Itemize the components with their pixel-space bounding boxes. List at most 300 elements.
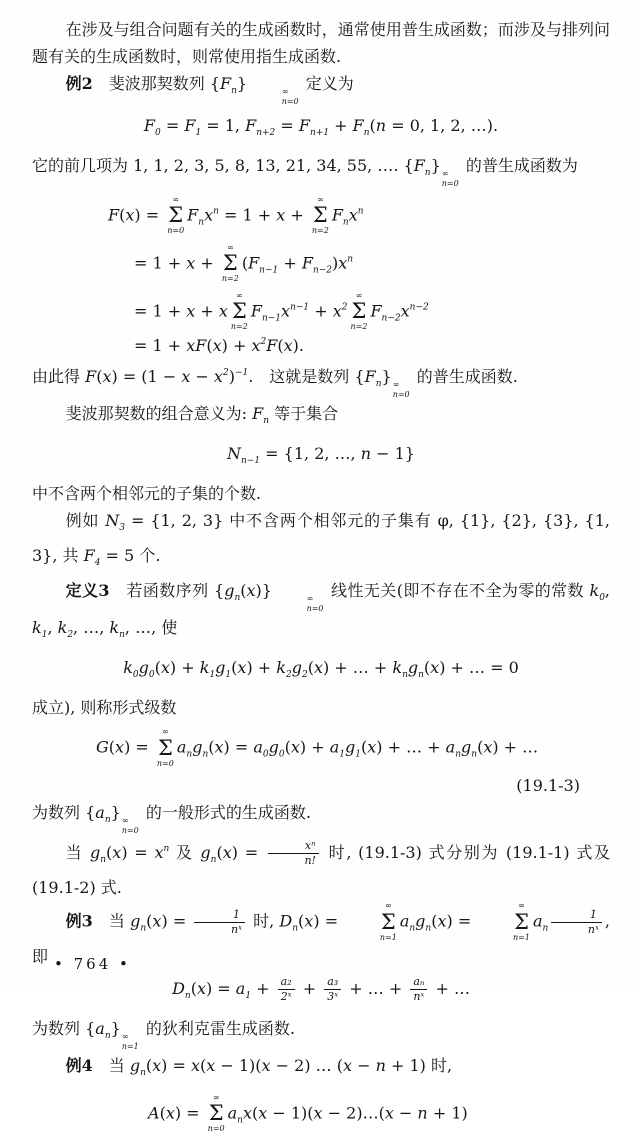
text-run: ( <box>216 843 223 863</box>
math-variable: a <box>399 911 410 931</box>
text-run: 它的前几项为 1, 1, 2, 3, 5, 8, 13, 21, 34, 55, …. <box>32 156 404 175</box>
math-variable: a <box>95 803 105 823</box>
math-variable: x <box>125 205 135 225</box>
combinatorial-meaning-paragraph <box>32 400 610 435</box>
fx-closed-form-paragraph <box>32 360 610 400</box>
sum-symbol <box>350 291 367 333</box>
math-variable: x <box>437 911 447 931</box>
text-run: 的一般形式的生成函数. <box>140 803 311 823</box>
math-variable: k <box>123 658 133 678</box>
fraction <box>278 975 295 1004</box>
text-run: ( <box>190 978 197 998</box>
page-number: • 764 • <box>54 955 131 973</box>
text-run: = <box>160 116 185 135</box>
text-run: } <box>236 74 248 93</box>
text-run: ( <box>231 658 238 678</box>
text-run: = {1, 2, 3} 中不含两个相邻元的子集有 φ, {1}, {2}, {3}, {1, 3}, 共 <box>32 511 610 566</box>
superscript: n <box>357 206 364 217</box>
subscript: n <box>424 168 431 178</box>
math-variable: n <box>417 1103 428 1123</box>
math-variable: x <box>261 1055 271 1075</box>
text-run: { <box>209 74 221 93</box>
subscript: n <box>234 593 241 604</box>
math-variable: G <box>96 737 109 757</box>
math-variable: x <box>313 658 323 678</box>
text-run: − 1)( <box>215 1055 262 1075</box>
math-variable: F <box>187 205 199 225</box>
math-variable: x <box>115 737 125 757</box>
text-run: 的普生成函数为 <box>460 156 578 175</box>
text-run: + <box>195 300 219 320</box>
sum-symbol <box>222 243 239 285</box>
fraction-numerator: a₂ <box>280 975 292 989</box>
stack-lower: n=0 <box>306 604 324 614</box>
math-variable: x <box>190 1055 201 1075</box>
math-variable: F <box>331 205 343 225</box>
script-stack <box>393 380 410 400</box>
text-run: 在涉及与组合问题有关的生成函数时，通常使用普生成函数；而涉及与排列问题有关的生成函数时，则常使用指生成函数. <box>32 20 610 66</box>
text-run: ( <box>108 737 116 757</box>
math-variable: F <box>245 116 257 135</box>
text-run: = 1 + <box>134 300 187 320</box>
math-variable: D <box>279 911 293 931</box>
text-run: ) + <box>299 737 330 757</box>
sum-symbol <box>231 291 248 333</box>
text-run: ( <box>284 737 291 757</box>
math-variable: x <box>251 336 261 356</box>
fraction <box>551 908 602 937</box>
math-variable: x <box>430 658 440 678</box>
stack-upper: ∞ <box>392 380 400 390</box>
math-variable: x <box>281 300 291 320</box>
subscript: 0 <box>132 670 139 681</box>
math-variable: x <box>213 367 223 387</box>
text-run: ) <box>228 367 235 387</box>
text-run: , …, <box>73 618 110 638</box>
subscript: n <box>140 1067 146 1078</box>
fx-derivation-line-1 <box>108 195 610 237</box>
subscript: n <box>263 416 269 427</box>
text-run: ( <box>208 737 215 757</box>
text-run: , <box>47 618 58 638</box>
text-run: ) = <box>174 1103 205 1123</box>
bold-label: 例3 <box>65 911 93 931</box>
text-run: ) = <box>161 1055 191 1075</box>
text-run: − 1} <box>371 444 415 464</box>
text-run: , …, 使 <box>124 618 178 638</box>
math-variable: g <box>345 737 356 757</box>
sum-symbol <box>346 901 397 943</box>
subscript: n <box>119 630 125 641</box>
sigma-icon: Σ <box>351 298 367 323</box>
sum-lower-limit: n=0 <box>167 226 185 236</box>
subscript: n <box>542 923 549 934</box>
math-variable: N <box>105 511 120 531</box>
math-variable: x <box>218 300 228 320</box>
math-variable: g <box>415 911 426 931</box>
subscript: 0 <box>278 749 285 760</box>
script-stack <box>248 87 299 107</box>
text-run: 等于集合 <box>268 404 339 424</box>
math-variable: x <box>258 1103 268 1123</box>
text-run: ( <box>298 911 305 931</box>
text-run: ) = <box>446 911 477 931</box>
text-run: . 这就是数列 <box>248 367 355 387</box>
math-variable: x <box>400 300 410 320</box>
math-variable: n <box>375 1055 386 1075</box>
text-run: } <box>430 156 441 175</box>
subscript: n <box>100 855 107 866</box>
sum-upper-limit: ∞ <box>236 290 243 300</box>
text-run: ) = <box>134 205 165 225</box>
stack-upper: ∞ <box>441 169 449 178</box>
text-run: ( <box>106 843 113 863</box>
fraction <box>410 975 427 1004</box>
text-run: ) = <box>121 843 155 863</box>
math-variable: x <box>196 978 206 998</box>
subscript: n <box>363 128 370 138</box>
stack-upper: ∞ <box>281 87 289 96</box>
text-run: 及 <box>169 843 201 863</box>
text-run: ( <box>277 336 284 356</box>
math-variable: F <box>184 116 196 135</box>
text-run: 为数列 <box>32 803 86 823</box>
superscript: −1 <box>234 368 249 379</box>
superscript: n <box>213 206 219 217</box>
math-variable: x <box>338 253 348 273</box>
sigma-icon: Σ <box>208 1101 224 1126</box>
text-run: ( <box>200 1055 207 1075</box>
math-variable: F <box>301 253 313 273</box>
text-run: = 5 个. <box>100 546 161 566</box>
subscript: n−1 <box>261 312 282 323</box>
fibonacci-recurrence-formula <box>32 112 610 147</box>
dirichlet-description <box>32 1015 610 1052</box>
text-run: + 1) <box>427 1103 468 1123</box>
math-variable: F <box>370 300 382 320</box>
math-variable: x <box>483 737 493 757</box>
text-run: 的普生成函数. <box>411 367 518 387</box>
sum-symbol <box>157 727 174 769</box>
text-run: − <box>352 1055 376 1075</box>
subscript: n−1 <box>259 265 279 276</box>
math-variable: g <box>138 658 149 678</box>
text-run: ) = (1 − <box>111 367 182 387</box>
sum-lower-limit: n=0 <box>156 758 174 768</box>
text-run: ). <box>292 336 304 356</box>
text-run: = <box>275 116 299 135</box>
math-variable: A <box>148 1103 160 1123</box>
equation-number <box>32 775 610 797</box>
math-variable: k <box>199 658 210 678</box>
text-run: } <box>110 1018 121 1038</box>
text-run: ) + … = 0 <box>439 658 519 678</box>
text-run: ) + <box>169 658 200 678</box>
text-run: = {1, 2, …, <box>260 444 361 464</box>
math-variable: x <box>186 336 196 356</box>
math-variable: x <box>181 367 191 387</box>
sum-upper-limit: ∞ <box>317 195 324 204</box>
subscript: n <box>292 923 299 934</box>
formal-series-paragraph <box>32 694 610 721</box>
subscript: n <box>455 749 462 760</box>
subset-count-paragraph <box>32 480 610 507</box>
text-run: )} <box>255 581 272 601</box>
subscript: 1 <box>225 670 232 681</box>
text-run: { <box>85 803 96 823</box>
fraction-denominator: nˣ <box>551 922 602 937</box>
text-run: ) = <box>313 911 344 931</box>
subscript: 4 <box>94 558 101 569</box>
fx-derivation-line-4 <box>134 338 610 354</box>
sum-upper-limit: ∞ <box>227 242 234 252</box>
math-variable: a <box>227 1103 238 1123</box>
sum-symbol <box>479 901 530 943</box>
subscript: n−1 <box>241 456 261 467</box>
subscript: 1 <box>339 749 345 760</box>
general-gf-description <box>32 799 610 836</box>
math-variable: k <box>276 658 286 678</box>
superscript: 2 <box>260 337 267 348</box>
text-run: + 1) 时, <box>385 1055 453 1075</box>
stack-lower: n=0 <box>392 390 410 400</box>
math-variable: x <box>212 336 222 356</box>
subscript: 2 <box>67 630 74 641</box>
sum-lower-limit: n=1 <box>513 932 530 942</box>
example-4-paragraph <box>32 1052 610 1087</box>
math-variable: g <box>224 581 235 601</box>
text-run: ) + … <box>492 737 539 757</box>
text-run: + <box>285 205 309 225</box>
fraction-numerator: 1 <box>232 907 240 921</box>
script-stack <box>273 594 324 614</box>
text-run: 的狄利克雷生成函数. <box>140 1018 295 1038</box>
text-run: ) + <box>246 658 277 678</box>
math-variable: a <box>445 737 456 757</box>
fibonacci-terms-paragraph <box>32 152 610 189</box>
superscript: n−1 <box>290 301 310 312</box>
text-run: + <box>329 116 353 135</box>
sum-lower-limit: n=1 <box>379 932 397 942</box>
text-run: ( <box>154 658 161 678</box>
math-variable: F <box>250 300 262 320</box>
text-run: 例如 <box>65 511 106 531</box>
ax-formula <box>148 1093 610 1135</box>
math-variable: x <box>186 300 196 320</box>
subscript: 2 <box>285 670 292 681</box>
sum-lower-limit: n=2 <box>350 321 368 331</box>
text-run: 线性无关(即不存在不全为零的常数 <box>325 581 590 601</box>
subscript: 1 <box>355 749 361 760</box>
dirichlet-formula <box>32 975 610 1010</box>
text-run: { <box>403 156 414 175</box>
math-variable: a <box>532 911 543 931</box>
text-run: } <box>381 367 392 387</box>
text-run: ) + <box>221 336 252 356</box>
math-variable: g <box>268 737 279 757</box>
subscript: 0 <box>148 670 155 681</box>
sigma-icon: Σ <box>312 203 328 228</box>
sigma-icon: Σ <box>157 735 173 760</box>
subscript: 1 <box>245 990 252 1001</box>
text-run: 为数列 <box>32 1018 86 1038</box>
text-run: ) <box>332 253 339 273</box>
fraction <box>324 975 341 1004</box>
math-variable: x <box>152 1055 162 1075</box>
math-variable: x <box>384 1103 394 1123</box>
math-variable: g <box>192 737 203 757</box>
text-run: = 1 + <box>134 253 187 273</box>
text-run: ( <box>252 1103 259 1123</box>
sum-lower-limit: n=2 <box>221 274 239 284</box>
math-variable: x <box>332 300 342 320</box>
bold-label: 例2 <box>65 74 93 93</box>
text-run: 斐波那契数的组合意义为: <box>65 404 253 424</box>
math-variable: F <box>364 367 376 387</box>
sum-upper-limit: ∞ <box>385 901 392 911</box>
text-run: ( <box>477 737 484 757</box>
subset-example-paragraph <box>32 507 610 577</box>
fraction-denominator: 3ˣ <box>324 989 341 1004</box>
sum-upper-limit: ∞ <box>172 195 180 204</box>
text-run: } <box>110 803 121 823</box>
sum-upper-limit: ∞ <box>518 901 525 911</box>
math-variable: g <box>291 658 302 678</box>
fraction-denominator: nˣ <box>410 989 427 1004</box>
text-run: , <box>604 581 611 601</box>
sigma-icon: Σ <box>514 909 529 934</box>
math-variable: x <box>348 205 358 225</box>
math-variable: F <box>83 546 95 566</box>
math-variable: k <box>109 618 120 638</box>
subscript: n+2 <box>256 128 276 138</box>
math-variable: x <box>160 658 170 678</box>
text-run: 当 <box>65 843 90 863</box>
text-run: (19.1-3) <box>516 776 580 796</box>
fraction-denominator: n! <box>268 853 319 868</box>
subscript: n <box>409 923 416 934</box>
script-stack <box>442 169 459 189</box>
stack-upper: ∞ <box>121 816 129 826</box>
math-variable: g <box>89 843 101 863</box>
math-variable: a <box>253 737 263 757</box>
sigma-icon: Σ <box>380 909 396 934</box>
math-variable: N <box>227 444 242 464</box>
text-run: ( <box>369 116 376 135</box>
general-gf-formula <box>96 727 610 769</box>
subscript: n <box>140 923 147 934</box>
text-run: ( <box>145 1055 153 1075</box>
math-variable: x <box>214 737 224 757</box>
math-variable: x <box>206 1055 216 1075</box>
text-run: ( <box>360 737 368 757</box>
definition-3-paragraph <box>32 577 610 649</box>
math-variable: x <box>165 1103 175 1123</box>
math-variable: x <box>237 658 247 678</box>
math-variable: x <box>222 843 232 863</box>
bold-label: 例4 <box>65 1055 93 1075</box>
math-variable: k <box>392 658 403 678</box>
math-variable: x <box>367 737 377 757</box>
text-run: = 0, 1, 2, …). <box>386 116 499 135</box>
example-2-heading <box>32 70 610 107</box>
set-definition-formula <box>32 440 610 475</box>
text-run: = 1 + <box>134 336 187 356</box>
text-run: 若函数序列 <box>109 581 215 601</box>
text-run: ( <box>206 336 213 356</box>
math-variable: x <box>246 581 256 601</box>
math-variable: F <box>143 116 156 135</box>
text-run: = 1 + <box>218 205 277 225</box>
text-run: 定义为 <box>300 74 354 93</box>
text-run: + … <box>430 978 470 998</box>
fraction <box>268 839 319 868</box>
subscript: n <box>231 86 237 96</box>
text-run: − <box>393 1103 418 1123</box>
text-run: ( <box>159 1103 166 1123</box>
text-run: + <box>297 978 322 998</box>
text-run: ) = <box>231 843 265 863</box>
text-run: − 1)( <box>267 1103 314 1123</box>
text-run: ( <box>146 911 153 931</box>
math-variable: g <box>200 843 211 863</box>
superscript: n <box>347 254 354 265</box>
math-variable: F <box>220 74 232 93</box>
text-run: ( <box>431 911 438 931</box>
subscript: 0 <box>599 593 605 604</box>
fraction-numerator: aₙ <box>413 975 425 989</box>
subscript: n <box>425 923 432 934</box>
math-variable: a <box>176 737 187 757</box>
math-variable: x <box>102 367 112 387</box>
sum-lower-limit: n=2 <box>311 226 329 236</box>
subscript: 3 <box>119 523 126 534</box>
math-variable: F <box>85 367 97 387</box>
math-variable: D <box>172 978 185 998</box>
sigma-icon: Σ <box>168 203 184 228</box>
special-cases-paragraph <box>32 836 610 901</box>
math-variable: n <box>375 116 387 135</box>
text-run: + <box>251 978 275 998</box>
math-variable: g <box>407 658 419 678</box>
text-run: + <box>309 300 333 320</box>
math-variable: F <box>248 253 260 273</box>
math-variable: g <box>130 911 141 931</box>
fraction-numerator: xⁿ <box>304 839 316 853</box>
fx-derivation-line-2 <box>134 243 610 285</box>
subscript: n <box>402 670 408 681</box>
math-variable: F <box>252 404 264 424</box>
stack-lower: n=1 <box>121 1041 139 1051</box>
subscript: n <box>471 749 478 760</box>
text-run: − 2)…( <box>322 1103 385 1123</box>
sum-symbol <box>208 1093 225 1135</box>
subscript: 0 <box>155 128 161 138</box>
text-run: 时, (19.1-3) 式分别为 (19.1-1) 式及 (19.1-2) 式. <box>32 843 610 898</box>
stack-lower: n=0 <box>281 97 299 106</box>
math-variable: n <box>360 444 372 464</box>
subscript: n <box>184 990 191 1001</box>
subscript: n <box>210 855 217 866</box>
text-run: + <box>278 253 302 273</box>
subscript: n <box>375 379 382 390</box>
math-variable: F <box>298 116 310 135</box>
subscript: n−2 <box>381 312 401 323</box>
text-run: ( <box>307 658 314 678</box>
math-variable: x <box>112 843 122 863</box>
math-variable: a <box>329 737 340 757</box>
text-run: ( <box>241 253 249 273</box>
